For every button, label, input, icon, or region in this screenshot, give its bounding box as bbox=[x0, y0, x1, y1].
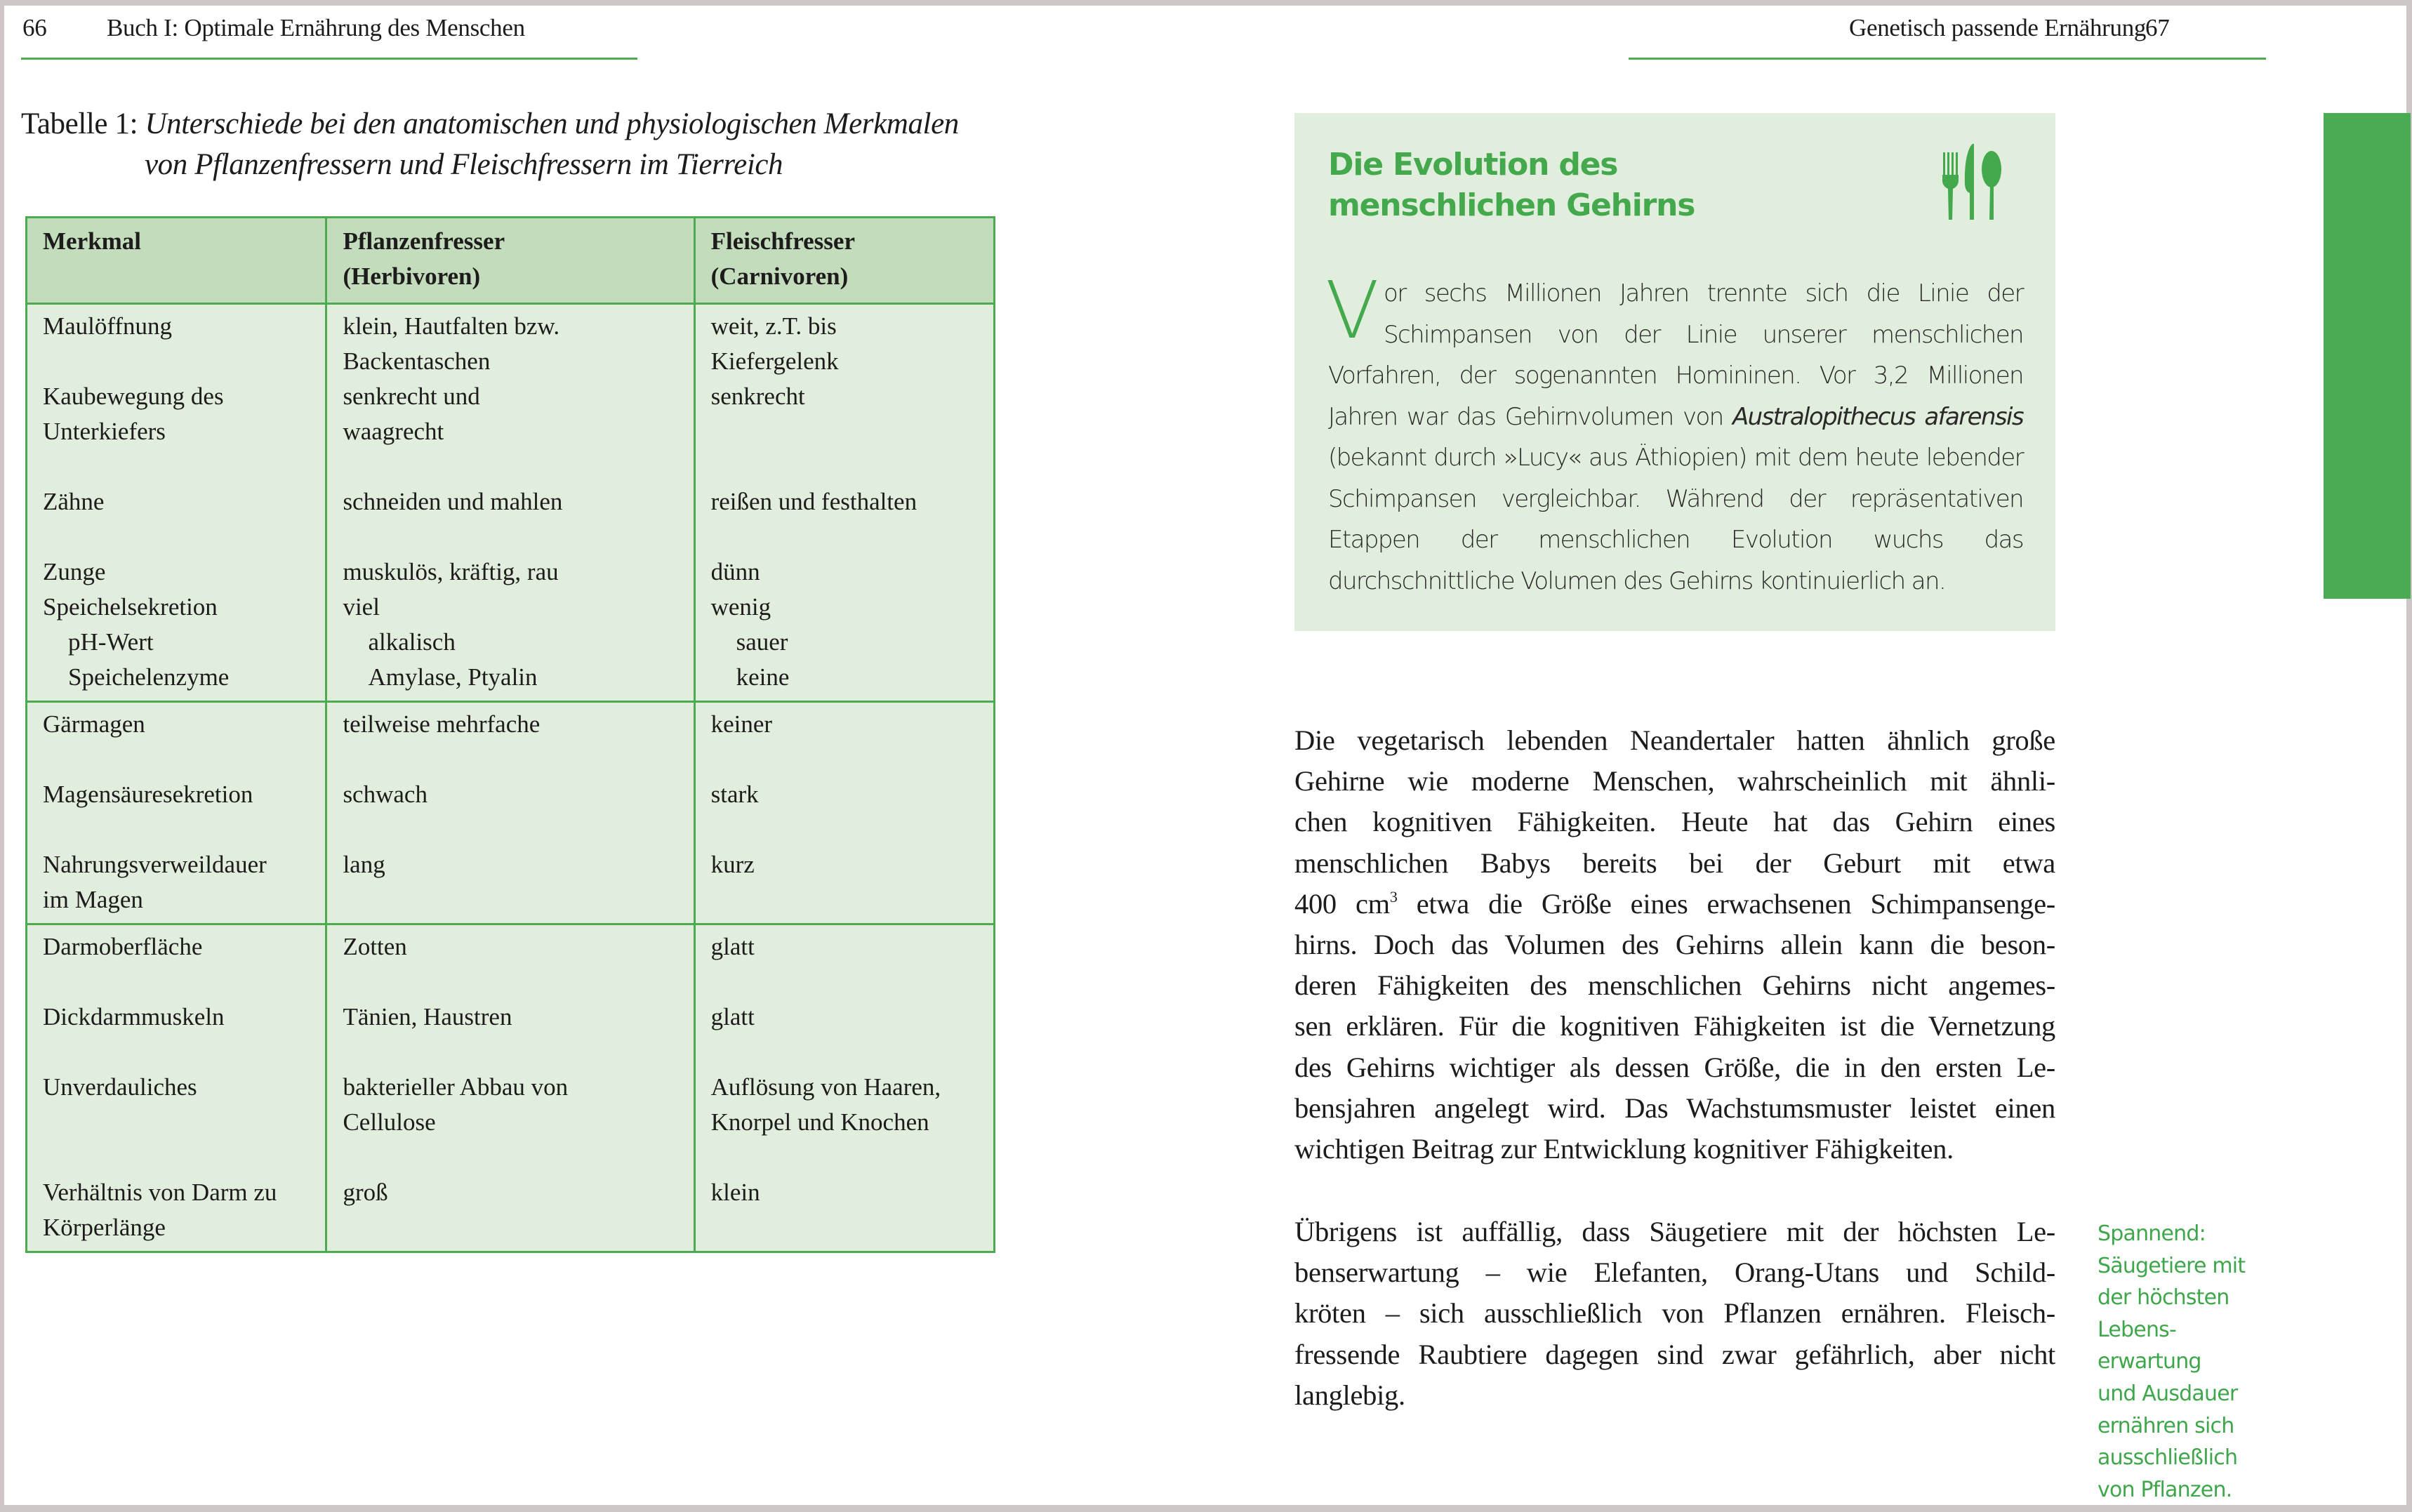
cell-carnivoren: keiner stark kurz bbox=[694, 702, 994, 924]
left-running-head: Buch I: Optimale Ernährung des Menschen bbox=[107, 14, 525, 41]
table-row bbox=[27, 702, 995, 924]
left-header-rule bbox=[21, 58, 637, 60]
margin-note: Spannend: Säugetiere mit der höchsten Lebens- erwartung und Ausdauer ernähren sich ausschließlich von Pflanzen. bbox=[2098, 1221, 2246, 1502]
table-header-row bbox=[27, 218, 995, 304]
body-paragraph-2: Übrigens ist auffällig, dass Säugetiere mit der höchsten Le- benserwartung – wie Elefanten, Orang-Utans und Schild- kröten – sich ausschließlich von Pflanzen ernähren. Fleisch- fressende Raubtiere dagegen sind zwar gefährlich, aber nicht langlebig. bbox=[1294, 1216, 2055, 1411]
right-page-number: 67 bbox=[2145, 14, 2170, 41]
table-row bbox=[27, 304, 995, 702]
comparison-table bbox=[25, 216, 995, 1253]
dropcap: V bbox=[1325, 265, 1379, 357]
caption-title-line2: von Pflanzenfressern und Fleischfressern im Tierreich bbox=[145, 148, 783, 181]
header-merkmal: Merkmal bbox=[27, 218, 326, 304]
cell-carnivoren: glatt glatt Auflösung von Haaren, Knorpel und Knochen klein bbox=[694, 924, 994, 1252]
table-row bbox=[27, 924, 995, 1252]
box-title: Die Evolution des menschlichen Gehirns bbox=[1328, 147, 1695, 223]
cell-merkmal: Darmoberfläche Dickdarmmuskeln Unverdauliches Verhältnis von Darm zu Körperlänge bbox=[27, 924, 326, 1252]
table-caption bbox=[21, 104, 959, 185]
cell-carnivoren: weit, z.T. bis Kiefergelenk senkrecht reißen und festhalten dünn wenig sauer keine bbox=[694, 304, 994, 702]
header-pflanzenfresser: Pflanzenfresser (Herbivoren) bbox=[326, 218, 694, 304]
right-running-head: Genetisch passende Ernährung bbox=[1849, 14, 2147, 41]
header-fleischfresser: Fleischfresser (Carnivoren) bbox=[694, 218, 994, 304]
line-with-superscript: 400 $cm^3$ etwa die Größe eines erwachsenen Schimpansenge- bbox=[1294, 887, 2055, 920]
caption-label: Tabelle 1: bbox=[21, 107, 138, 140]
caption-title-line1: Unterschiede bei den anatomischen und physiologischen Merkmalen bbox=[145, 107, 959, 140]
cell-herbivoren: klein, Hautfalten bzw. Backentaschen senkrecht und waagrecht schneiden und mahlen muskulös, kräftig, rau viel alkalisch Amylase, Ptyalin bbox=[326, 304, 694, 702]
chapter-thumb-tab bbox=[2324, 113, 2411, 599]
cell-merkmal: Gärmagen Magensäuresekretion Nahrungsverweildauer im Magen bbox=[27, 702, 326, 924]
cutlery-icon bbox=[1939, 142, 2003, 227]
box-text: Vor sechs Millionen Jahren trennte sich die Linie der Schimpansen von der Linie unserer menschlichen Vorfahren, der sogenannten Homininen. Vor 3,2 Millionen Jahren war das Gehirnvolumen von Australopithecus afarensis (bekannt durch »Lucy« aus Äthiopien) mit dem heute lebender Schimpansen vergleichbar. Während der repräsentativen Etappen der menschlichen Evolution wuchs das durchschnittliche Volumen des Gehirns kontinuierlich an. bbox=[1325, 265, 2023, 595]
right-header-rule bbox=[1629, 58, 2266, 60]
cell-herbivoren: Zotten Tänien, Haustren bakterieller Abbau von Cellulose groß bbox=[326, 924, 694, 1252]
info-box bbox=[1294, 113, 2055, 631]
cell-herbivoren: teilweise mehrfache schwach lang bbox=[326, 702, 694, 924]
species-name: Australopithecus afarensis bbox=[1732, 402, 2023, 431]
book-spread bbox=[4, 6, 2406, 1505]
body-paragraph-1: Die vegetarisch lebenden Neandertaler hatten ähnlich große Gehirne wie moderne Menschen, wahrscheinlich mit ähnli- chen kognitiven Fähigkeiten. Heute hat das Gehirn eines menschlichen Babys bereits bei der Geburt mit etwa 400 $cm^3$ etwa die Größe eines erwachsenen Schimpansenge- hirns. Doch das Volumen des Gehirns allein kann die beson- deren Fähigkeiten des menschlichen Gehirns nicht angemes- sen erklären. Für die kognitiven Fähigkeiten ist die Vernetzung des Gehirns wichtiger als dessen Größe, die in den ersten Le- bensjahren angelegt wird. Das Wachstumsmuster leistet einen wichtigen Beitrag zur Entwicklung kognitiver Fähigkeiten. bbox=[1294, 724, 2055, 1165]
left-page-number: 66 bbox=[22, 14, 47, 41]
cell-merkmal: Maulöffnung Kaubewegung des Unterkiefers Zähne Zunge Speichelsekretion pH-Wert Speichelenzyme bbox=[27, 304, 326, 702]
